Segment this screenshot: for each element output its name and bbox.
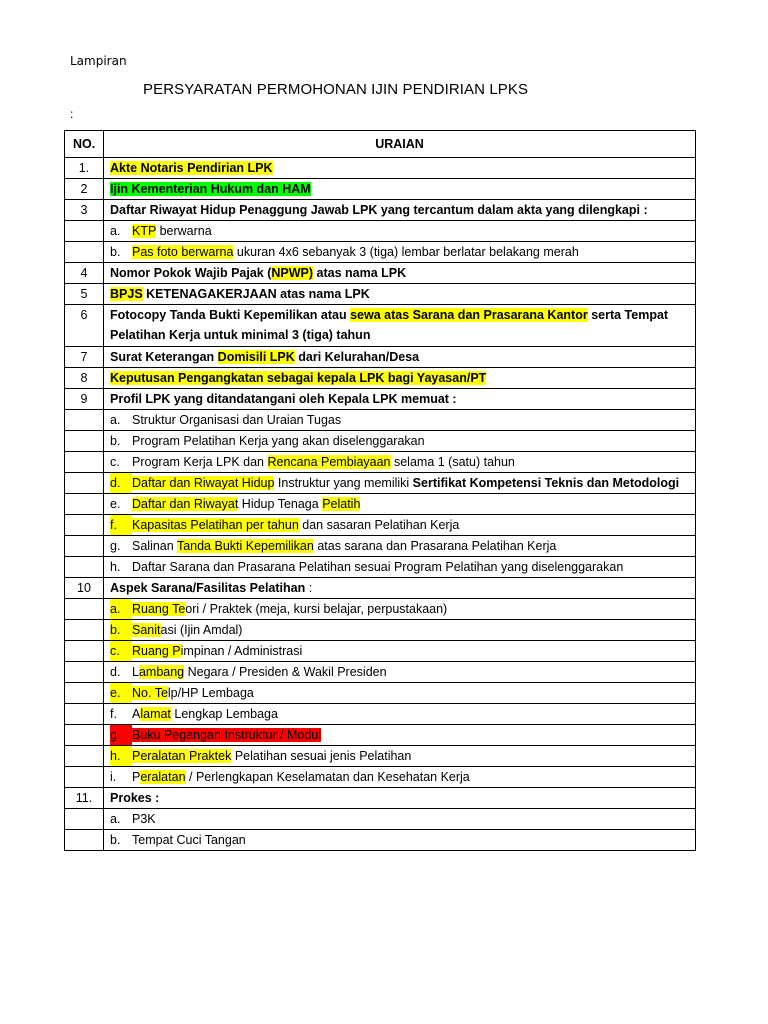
- row-text: [104, 452, 696, 473]
- row-text-part: / Perlengkapan Keselamatan dan Kesehatan Kerja: [185, 770, 470, 784]
- table-row: [65, 809, 696, 830]
- row-text: [104, 662, 696, 683]
- table-row: [65, 620, 696, 641]
- table-row: [65, 746, 696, 767]
- table-row: [65, 725, 696, 746]
- highlight: Ijin Kementerian Hukum dan HAM: [110, 182, 311, 196]
- row-text-part: serta Tempat Pelatihan Kerja untuk minimal 3 (tiga) tahun: [110, 308, 669, 342]
- table-row: [65, 494, 696, 515]
- row-number: 10: [65, 578, 104, 599]
- row-text-part: selama 1 (satu) tahun: [390, 455, 515, 469]
- requirements-table: [64, 130, 696, 851]
- row-text-part: ori / Praktek (meja, kursi belajar, perpustakaan): [185, 602, 448, 616]
- highlight: No. Te: [132, 686, 168, 700]
- table-row: [65, 767, 696, 788]
- highlight: Pas foto berwarna: [132, 245, 234, 259]
- row-number: 3: [65, 200, 104, 221]
- highlight: Keputusan Pengangkatan sebagai kepala LPK bagi Yayasan/PT: [110, 371, 487, 385]
- row-number-empty: [65, 809, 104, 830]
- row-number: 9: [65, 389, 104, 410]
- row-number: 4: [65, 263, 104, 284]
- table-row: [65, 179, 696, 200]
- row-text-part: L: [132, 665, 139, 679]
- row-text-part: A: [132, 707, 141, 721]
- row-text: [104, 158, 696, 179]
- row-text: [104, 599, 696, 620]
- highlight: Rencana Pembiayaan: [267, 455, 391, 469]
- row-text: [104, 263, 696, 284]
- row-text: [104, 767, 696, 788]
- row-text-part: KETENAGAKERJAAN atas nama LPK: [142, 287, 370, 301]
- row-text: [104, 809, 696, 830]
- row-number-empty: [65, 452, 104, 473]
- table-header-row: [65, 131, 696, 158]
- item-letter: b.: [110, 833, 121, 847]
- row-number-empty: [65, 431, 104, 452]
- row-number: 5: [65, 284, 104, 305]
- highlight: Daftar dan Riwayat Hidup: [132, 476, 275, 490]
- row-text-part: Daftar Riwayat Hidup Penaggung Jawab LPK yang tercantum dalam akta yang dilengkapi :: [110, 203, 648, 217]
- row-text-part: dari Kelurahan/Desa: [294, 350, 420, 364]
- row-number-empty: [65, 641, 104, 662]
- document-title: PERSYARATAN PERMOHONAN IJIN PENDIRIAN LPKS: [143, 81, 529, 98]
- row-text: [104, 578, 696, 599]
- highlight: NPWP): [271, 266, 314, 280]
- row-number-empty: [65, 704, 104, 725]
- row-number-empty: [65, 515, 104, 536]
- table-row: [65, 788, 696, 809]
- row-text-part: lp/HP Lembaga: [167, 686, 254, 700]
- item-letter: c.: [110, 641, 132, 661]
- table-row: [65, 704, 696, 725]
- row-text: [104, 389, 696, 410]
- row-text: [104, 683, 696, 704]
- row-text: [104, 347, 696, 368]
- row-text-part: Daftar Sarana dan Prasarana Pelatihan sesuai Program Pelatihan yang diselenggarakan: [132, 560, 624, 574]
- table-row: [65, 683, 696, 704]
- row-text-part: ukuran 4x6 sebanyak 3 (tiga) lembar berlatar belakang merah: [233, 245, 579, 259]
- row-text-bold: Aspek Sarana/Fasilitas Pelatihan: [110, 581, 306, 595]
- row-number-empty: [65, 599, 104, 620]
- item-letter: b.: [110, 245, 121, 259]
- row-text-part: Hidup Tenaga: [238, 497, 323, 511]
- table-row: [65, 431, 696, 452]
- row-number: 11.: [65, 788, 104, 809]
- row-number: 8: [65, 368, 104, 389]
- row-text-part: Pelatihan sesuai jenis Pelatihan: [231, 749, 412, 763]
- table-row: [65, 578, 696, 599]
- row-text: [104, 221, 696, 242]
- row-number: 6: [65, 305, 104, 347]
- row-text-part: Profil LPK yang ditandatangani oleh Kepala LPK memuat :: [110, 392, 457, 406]
- item-letter: a.: [110, 812, 121, 826]
- highlight: Daftar dan Riwayat: [132, 497, 239, 511]
- row-text: [104, 494, 696, 515]
- row-number-empty: [65, 410, 104, 431]
- table-row: [65, 284, 696, 305]
- row-number-empty: [65, 683, 104, 704]
- row-number-empty: [65, 557, 104, 578]
- row-text: [104, 473, 696, 494]
- item-letter: a.: [110, 224, 121, 238]
- highlight: sewa atas Sarana dan Prasarana Kantor: [350, 308, 588, 322]
- highlight-red: Buku Pegangan Instruktur / Modul: [132, 728, 322, 742]
- highlight: Pelatih: [322, 497, 361, 511]
- row-text-part: berwarna: [156, 224, 212, 238]
- row-text: [104, 725, 696, 746]
- row-text: [104, 200, 696, 221]
- attachment-label: Lampiran: [70, 54, 127, 68]
- row-text-part: Struktur Organisasi dan Uraian Tugas: [132, 413, 342, 427]
- row-number-empty: [65, 494, 104, 515]
- header-uraian: URAIAN: [104, 131, 696, 158]
- highlight: KTP: [132, 224, 157, 238]
- row-number: 1.: [65, 158, 104, 179]
- row-text: [104, 788, 696, 809]
- row-text: [104, 368, 696, 389]
- row-text: [104, 431, 696, 452]
- row-number-empty: [65, 725, 104, 746]
- highlight: Domisili LPK: [217, 350, 295, 364]
- row-number-empty: [65, 242, 104, 263]
- row-number-empty: [65, 746, 104, 767]
- item-letter: d.: [110, 665, 121, 679]
- table-row: [65, 473, 696, 494]
- item-letter: f.: [110, 707, 117, 721]
- row-number-empty: [65, 767, 104, 788]
- row-text: [104, 557, 696, 578]
- highlight: Ruang Te: [132, 602, 186, 616]
- row-text: [104, 746, 696, 767]
- table-row: [65, 242, 696, 263]
- highlight: eralatan: [140, 770, 186, 784]
- row-text: [104, 179, 696, 200]
- row-text-bold: Sertifikat Kompetensi Teknis dan Metodologi: [412, 476, 680, 490]
- row-text-part: Nomor Pokok Wajib Pajak (: [110, 266, 272, 280]
- item-letter: b.: [110, 434, 121, 448]
- row-text: [104, 641, 696, 662]
- table-row: [65, 536, 696, 557]
- row-text-part: Negara / Presiden & Wakil Presiden: [184, 665, 387, 679]
- table-row: [65, 389, 696, 410]
- row-number: 2: [65, 179, 104, 200]
- row-text-part: Lengkap Lembaga: [170, 707, 278, 721]
- row-text: [104, 515, 696, 536]
- row-number: 7: [65, 347, 104, 368]
- item-letter: i.: [110, 770, 117, 784]
- row-text: [104, 305, 696, 347]
- row-text: [104, 410, 696, 431]
- highlight: Kapasitas Pelatihan per tahun: [132, 518, 299, 532]
- highlight: BPJS: [110, 287, 143, 301]
- table-row: [65, 662, 696, 683]
- table-row: [65, 410, 696, 431]
- table-row: [65, 452, 696, 473]
- row-text-part: Program Kerja LPK dan: [132, 455, 268, 469]
- table-row: [65, 347, 696, 368]
- table-row: [65, 599, 696, 620]
- item-letter: f.: [110, 515, 132, 535]
- row-number-empty: [65, 620, 104, 641]
- item-letter: g.: [110, 539, 121, 553]
- item-letter: a.: [110, 413, 121, 427]
- item-letter: a.: [110, 599, 132, 619]
- highlight: Sanit: [132, 623, 161, 637]
- row-number-empty: [65, 473, 104, 494]
- row-text-part: Instruktur yang memiliki: [274, 476, 413, 490]
- row-text-part: atas sarana dan Prasarana Pelatihan Kerja: [313, 539, 557, 553]
- row-text: [104, 536, 696, 557]
- item-letter: g.: [110, 725, 132, 745]
- item-letter: e.: [110, 497, 121, 511]
- highlight: Akte Notaris Pendirian LPK: [110, 161, 273, 175]
- row-text-part: Tempat Cuci Tangan: [132, 833, 246, 847]
- row-text-part: Program Pelatihan Kerja yang akan diselenggarakan: [132, 434, 425, 448]
- item-letter: b.: [110, 620, 132, 640]
- row-text-part: Surat Keterangan: [110, 350, 218, 364]
- row-text-part: Salinan: [132, 539, 177, 553]
- row-text: [104, 620, 696, 641]
- table-row: [65, 830, 696, 851]
- table-row: [65, 221, 696, 242]
- row-number-empty: [65, 221, 104, 242]
- table-row: [65, 368, 696, 389]
- table-row: [65, 200, 696, 221]
- row-text: [104, 284, 696, 305]
- highlight: Ruang P: [132, 644, 181, 658]
- row-text-part: asi (Ijin Amdal): [160, 623, 243, 637]
- table-row: [65, 641, 696, 662]
- highlight: ambang: [138, 665, 185, 679]
- highlight: Tanda Bukti Kepemilikan: [176, 539, 314, 553]
- table-row: [65, 557, 696, 578]
- table-row: [65, 158, 696, 179]
- row-number-empty: [65, 830, 104, 851]
- table-row: [65, 263, 696, 284]
- header-no: NO.: [65, 131, 104, 158]
- row-text-part: :: [305, 581, 313, 595]
- colon-mark: :: [70, 107, 74, 121]
- item-letter: h.: [110, 746, 132, 766]
- row-text-part: atas nama LPK: [313, 266, 407, 280]
- row-number-empty: [65, 536, 104, 557]
- item-letter: c.: [110, 455, 120, 469]
- highlight: Peralatan Praktek: [132, 749, 232, 763]
- row-text: [104, 242, 696, 263]
- item-letter: d.: [110, 473, 132, 493]
- table-row: [65, 305, 696, 347]
- row-number-empty: [65, 662, 104, 683]
- item-letter: e.: [110, 683, 132, 703]
- highlight: lamat: [140, 707, 171, 721]
- row-text: [104, 704, 696, 725]
- row-text-part: P: [132, 770, 141, 784]
- row-text: [104, 830, 696, 851]
- row-text-part: P3K: [132, 812, 156, 826]
- table-row: [65, 515, 696, 536]
- item-letter: h.: [110, 560, 121, 574]
- row-text-part: Fotocopy Tanda Bukti Kepemilikan atau: [110, 308, 351, 322]
- row-text-part: impinan / Administrasi: [180, 644, 303, 658]
- row-text-part: Prokes :: [110, 791, 160, 805]
- row-text-part: dan sasaran Pelatihan Kerja: [298, 518, 460, 532]
